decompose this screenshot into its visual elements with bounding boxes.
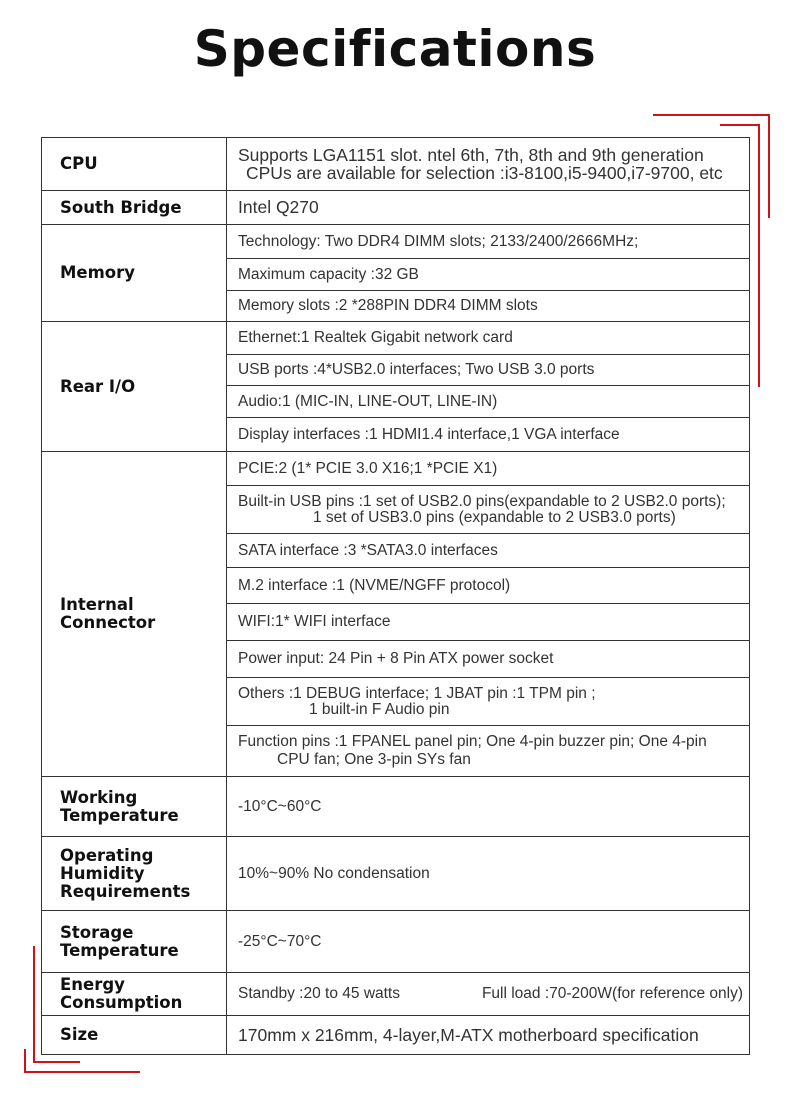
spec-value-working-temperature: -10°C~60°C (238, 797, 322, 815)
spec-value-line: Others :1 DEBUG interface; 1 JBAT pin :1 TPM pin ; (238, 684, 596, 702)
spec-row-humidity (42, 836, 749, 910)
spec-value-cpu (227, 138, 749, 190)
spec-label-rear-io: Rear I/O (42, 322, 227, 451)
spec-value-sata: SATA interface :3 *SATA3.0 interfaces (227, 533, 749, 567)
label-line: Operating (60, 845, 154, 865)
spec-row-rear-io (42, 321, 749, 451)
label-line: Humidity (60, 863, 145, 883)
spec-value-memory-slots: Memory slots :2 *288PIN DDR4 DIMM slots (227, 290, 749, 321)
spec-value-line: CPU fan; One 3-pin SYs fan (277, 751, 471, 768)
spec-value-usb-pins (227, 485, 749, 533)
spec-value-power-input: Power input: 24 Pin + 8 Pin ATX power socket (227, 640, 749, 677)
spec-value-memory-technology: Technology: Two DDR4 DIMM slots; 2133/2400/2666MHz; (238, 232, 639, 250)
label-line: Requirements (60, 881, 191, 901)
spec-value-pcie: PCIE:2 (1* PCIE 3.0 X16;1 *PCIE X1) (238, 459, 498, 477)
spec-row-working-temperature (42, 776, 749, 836)
red-corner-line (33, 946, 35, 1063)
spec-value-line: CPUs are available for selection :i3-8100,i5-9400,i7-9700, etc (246, 163, 723, 183)
spec-label-storage-temperature (42, 911, 227, 972)
red-corner-line (720, 124, 760, 126)
spec-row-memory (42, 224, 749, 321)
red-corner-line (33, 1061, 80, 1063)
spec-label-internal-connector (42, 452, 227, 776)
red-corner-line (24, 1071, 140, 1073)
label-line: Working (60, 787, 138, 807)
energy-full-load: Full load :70-200W(for reference only) (481, 985, 743, 1002)
spec-value-line: Built-in USB pins :1 set of USB2.0 pins(expandable to 2 USB2.0 ports); (238, 492, 726, 510)
red-corner-line (768, 114, 770, 218)
spec-value-humidity: 10%~90% No condensation (238, 864, 430, 882)
spec-row-cpu (42, 138, 749, 190)
spec-label-working-temperature (42, 777, 227, 836)
spec-row-internal-connector (42, 451, 749, 776)
spec-value-line: 1 built-in F Audio pin (309, 700, 450, 718)
spec-value-ethernet: Ethernet:1 Realtek Gigabit network card (238, 329, 513, 346)
spec-value-function-pins (227, 725, 749, 776)
spec-value-energy-consumption (227, 973, 749, 1015)
spec-label-memory: Memory (42, 225, 227, 321)
label-line: Temperature (60, 940, 179, 960)
spec-row-energy-consumption (42, 972, 749, 1015)
label-line: Internal (60, 595, 134, 614)
spec-row-size (42, 1015, 749, 1054)
red-corner-line (758, 124, 760, 387)
label-line: Energy (60, 975, 125, 994)
label-line: Connector (60, 613, 156, 632)
label-line: Storage (60, 922, 134, 942)
spec-row-south-bridge (42, 190, 749, 224)
spec-value-display: Display interfaces :1 HDMI1.4 interface,1 VGA interface (227, 417, 749, 451)
page-title: Specifications (193, 20, 597, 78)
spec-value-usb-ports: USB ports :4*USB2.0 interfaces; Two USB 3.0 ports (227, 354, 749, 385)
spec-value-size: 170mm x 216mm, 4-layer,M-ATX motherboard specification (238, 1024, 699, 1045)
label-line: Consumption (60, 993, 183, 1012)
spec-value-line: 1 set of USB3.0 pins (expandable to 2 USB3.0 ports) (313, 508, 676, 526)
spec-value-m2: M.2 interface :1 (NVME/NGFF protocol) (227, 567, 749, 603)
spec-row-storage-temperature (42, 910, 749, 972)
spec-table (41, 137, 750, 1055)
energy-standby: Standby :20 to 45 watts (238, 985, 400, 1002)
spec-label-size: Size (42, 1016, 227, 1054)
spec-value-audio: Audio:1 (MIC-IN, LINE-OUT, LINE-IN) (227, 385, 749, 417)
spec-value-memory-capacity: Maximum capacity :32 GB (227, 258, 749, 290)
label-line: Temperature (60, 805, 179, 825)
spec-value-south-bridge: Intel Q270 (238, 197, 319, 217)
red-corner-line (24, 1049, 26, 1073)
spec-label-south-bridge: South Bridge (42, 191, 227, 224)
spec-value-others (227, 677, 749, 725)
spec-label-cpu: CPU (42, 138, 227, 190)
spec-label-humidity (42, 837, 227, 910)
spec-value-line: Supports LGA1151 slot. ntel 6th, 7th, 8th and 9th generation (238, 145, 704, 165)
spec-label-energy-consumption (42, 973, 227, 1015)
spec-value-wifi: WIFI:1* WIFI interface (227, 603, 749, 640)
spec-value-storage-temperature: -25°C~70°C (238, 932, 322, 950)
red-corner-line (653, 114, 770, 116)
spec-value-line: Function pins :1 FPANEL panel pin; One 4-pin buzzer pin; One 4-pin (238, 733, 707, 750)
